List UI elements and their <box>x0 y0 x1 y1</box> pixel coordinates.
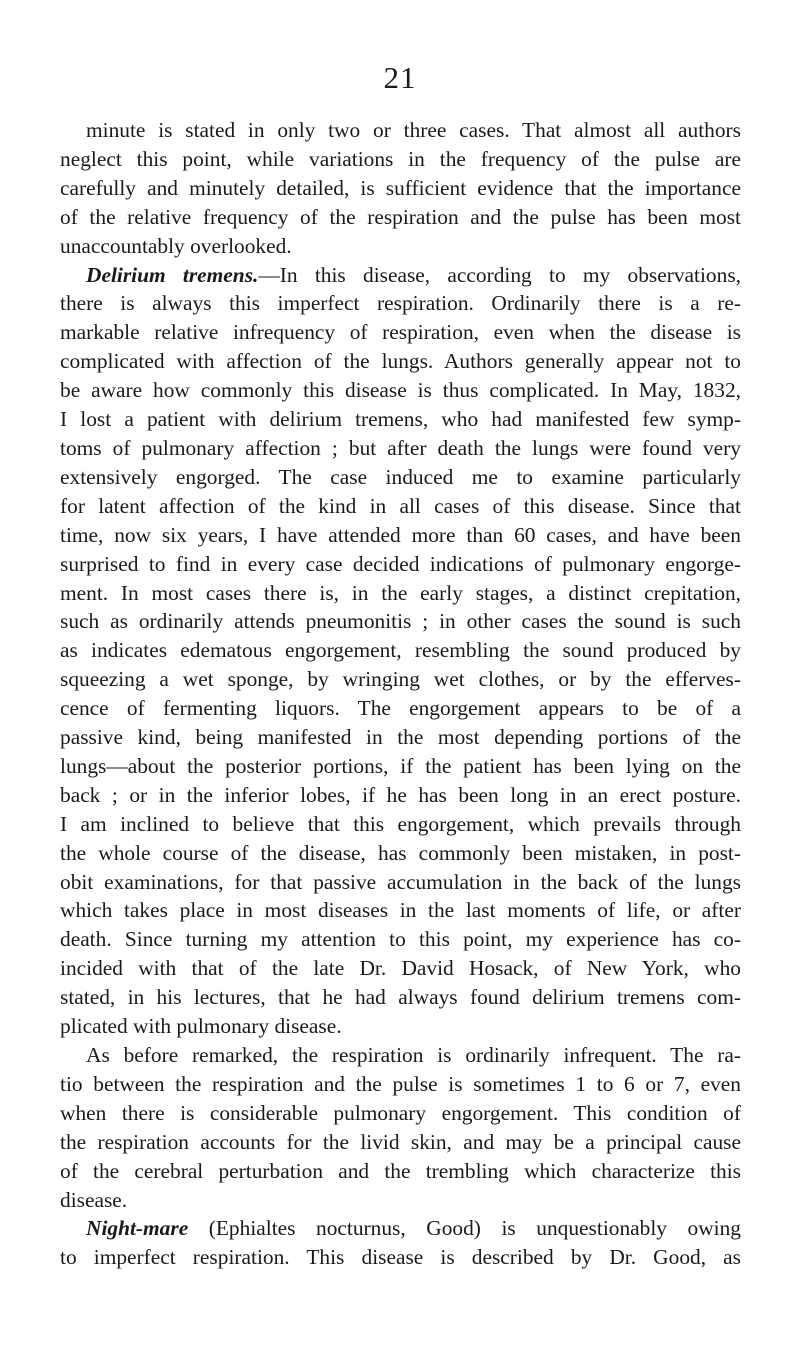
line-text: the respiration accounts for the livid skin, and may be a principal cause <box>60 1129 741 1154</box>
text-line <box>60 636 741 665</box>
text-line <box>60 752 741 781</box>
text-line <box>60 116 741 145</box>
line-text: I am inclined to believe that this engorgement, which prevails through <box>60 811 741 836</box>
paragraph <box>60 261 741 1041</box>
line-text: (Ephialtes nocturnus, Good) is unquestionably owing <box>188 1216 741 1241</box>
line-text: plicated with pulmonary disease. <box>60 1014 342 1039</box>
text-line <box>60 1070 741 1099</box>
text-line <box>60 1099 741 1128</box>
line-text: markable relative infrequency of respiration, even when the disease is <box>60 320 741 345</box>
line-text: minute is stated in only two or three cases. That almost all authors <box>86 118 741 142</box>
line-text: unaccountably overlooked. <box>60 233 292 258</box>
line-text: extensively engorged. The case induced me to examine particularly <box>60 464 741 489</box>
page-number: 21 <box>383 60 417 95</box>
line-text: to imperfect respiration. This disease is described by Dr. Good, as <box>60 1245 741 1270</box>
text-line <box>60 723 741 752</box>
text-line <box>60 1186 741 1215</box>
line-text: death. Since turning my attention to this point, my experience has co- <box>60 927 741 952</box>
text-line <box>60 550 741 579</box>
text-line <box>60 405 741 434</box>
line-text: there is always this imperfect respiration. Ordinarily there is a re- <box>60 291 741 316</box>
text-line <box>60 665 741 694</box>
line-text: lungs—about the posterior portions, if the patient has been lying on the <box>60 753 741 778</box>
text-line <box>60 174 741 203</box>
text-line <box>60 1157 741 1186</box>
text-line <box>60 521 741 550</box>
text-line <box>60 1041 741 1070</box>
text-line <box>60 1128 741 1157</box>
line-text: —In this disease, according to my observations, <box>258 262 741 287</box>
line-text: surprised to find in every case decided indications of pulmonary engorge- <box>60 551 741 576</box>
text-line <box>60 145 741 174</box>
text-line <box>60 954 741 983</box>
text-line <box>60 376 741 405</box>
line-text: such as ordinarily attends pneumonitis ; in other cases the sound is such <box>60 609 741 634</box>
line-text: squeezing a wet sponge, by wringing wet clothes, or by the efferves- <box>60 667 741 692</box>
line-text: passive kind, being manifested in the most depending portions of the <box>60 725 741 750</box>
paragraph <box>60 1214 741 1272</box>
line-text: as indicates edematous engorgement, resembling the sound produced by <box>60 638 741 663</box>
text-line <box>60 607 741 636</box>
text-line <box>60 925 741 954</box>
line-text: time, now six years, I have attended more than 60 cases, and have been <box>60 522 741 547</box>
text-line <box>60 318 741 347</box>
line-text: As before remarked, the respiration is ordinarily infrequent. The ra- <box>86 1043 741 1067</box>
line-text: obit examinations, for that passive accumulation in the back of the lungs <box>60 869 741 894</box>
line-text: tio between the respiration and the pulse is sometimes 1 to 6 or 7, even <box>60 1071 741 1096</box>
line-text: toms of pulmonary affection ; but after death the lungs were found very <box>60 435 741 460</box>
line-text: complicated with affection of the lungs. Authors generally appear not to <box>60 349 741 374</box>
text-line <box>60 289 741 318</box>
line-text: for latent affection of the kind in all cases of this disease. Since that <box>60 493 741 518</box>
text-line <box>60 463 741 492</box>
text-line <box>60 781 741 810</box>
text-line <box>60 1243 741 1272</box>
line-text: back ; or in the inferior lobes, if he has been long in an erect posture. <box>60 782 741 807</box>
line-text: when there is considerable pulmonary engorgement. This condition of <box>60 1100 741 1125</box>
section-term: Night-mare <box>86 1216 189 1241</box>
text-line <box>60 1012 741 1041</box>
text-line <box>60 492 741 521</box>
text-line <box>60 434 741 463</box>
body-text <box>60 116 741 1272</box>
line-text: of the cerebral perturbation and the trembling which characterize this <box>60 1158 741 1183</box>
line-text: I lost a patient with delirium tremens, who had manifested few symp- <box>60 407 741 432</box>
line-text: ment. In most cases there is, in the early stages, a distinct crepitation, <box>60 580 741 605</box>
text-line <box>60 203 741 232</box>
line-text: disease. <box>60 1187 128 1212</box>
line-text: neglect this point, while variations in the frequency of the pulse are <box>60 146 741 171</box>
line-text: be aware how commonly this disease is thus complicated. In May, 1832, <box>60 378 741 403</box>
text-line <box>60 868 741 897</box>
line-text: the whole course of the disease, has commonly been mistaken, in post- <box>60 840 741 865</box>
line-text: incided with that of the late Dr. David Hosack, of New York, who <box>60 956 741 981</box>
text-line <box>60 347 741 376</box>
line-text: which takes place in most diseases in the last moments of life, or after <box>60 898 741 923</box>
line-text: cence of fermenting liquors. The engorgement appears to be of a <box>60 696 741 721</box>
paragraph <box>60 1041 741 1214</box>
text-line <box>60 896 741 925</box>
line-text: carefully and minutely detailed, is sufficient evidence that the importance <box>60 175 741 200</box>
text-line <box>60 983 741 1012</box>
section-term: Delirium tremens. <box>86 262 259 287</box>
line-text: of the relative frequency of the respiration and the pulse has been most <box>60 204 741 229</box>
text-line <box>60 839 741 868</box>
text-line <box>60 261 741 290</box>
paragraph <box>60 116 741 261</box>
text-line <box>60 810 741 839</box>
text-line <box>60 232 741 261</box>
text-line <box>60 694 741 723</box>
text-line <box>60 579 741 608</box>
line-text: stated, in his lectures, that he had always found delirium tremens com- <box>60 985 741 1010</box>
text-line <box>60 1214 741 1243</box>
